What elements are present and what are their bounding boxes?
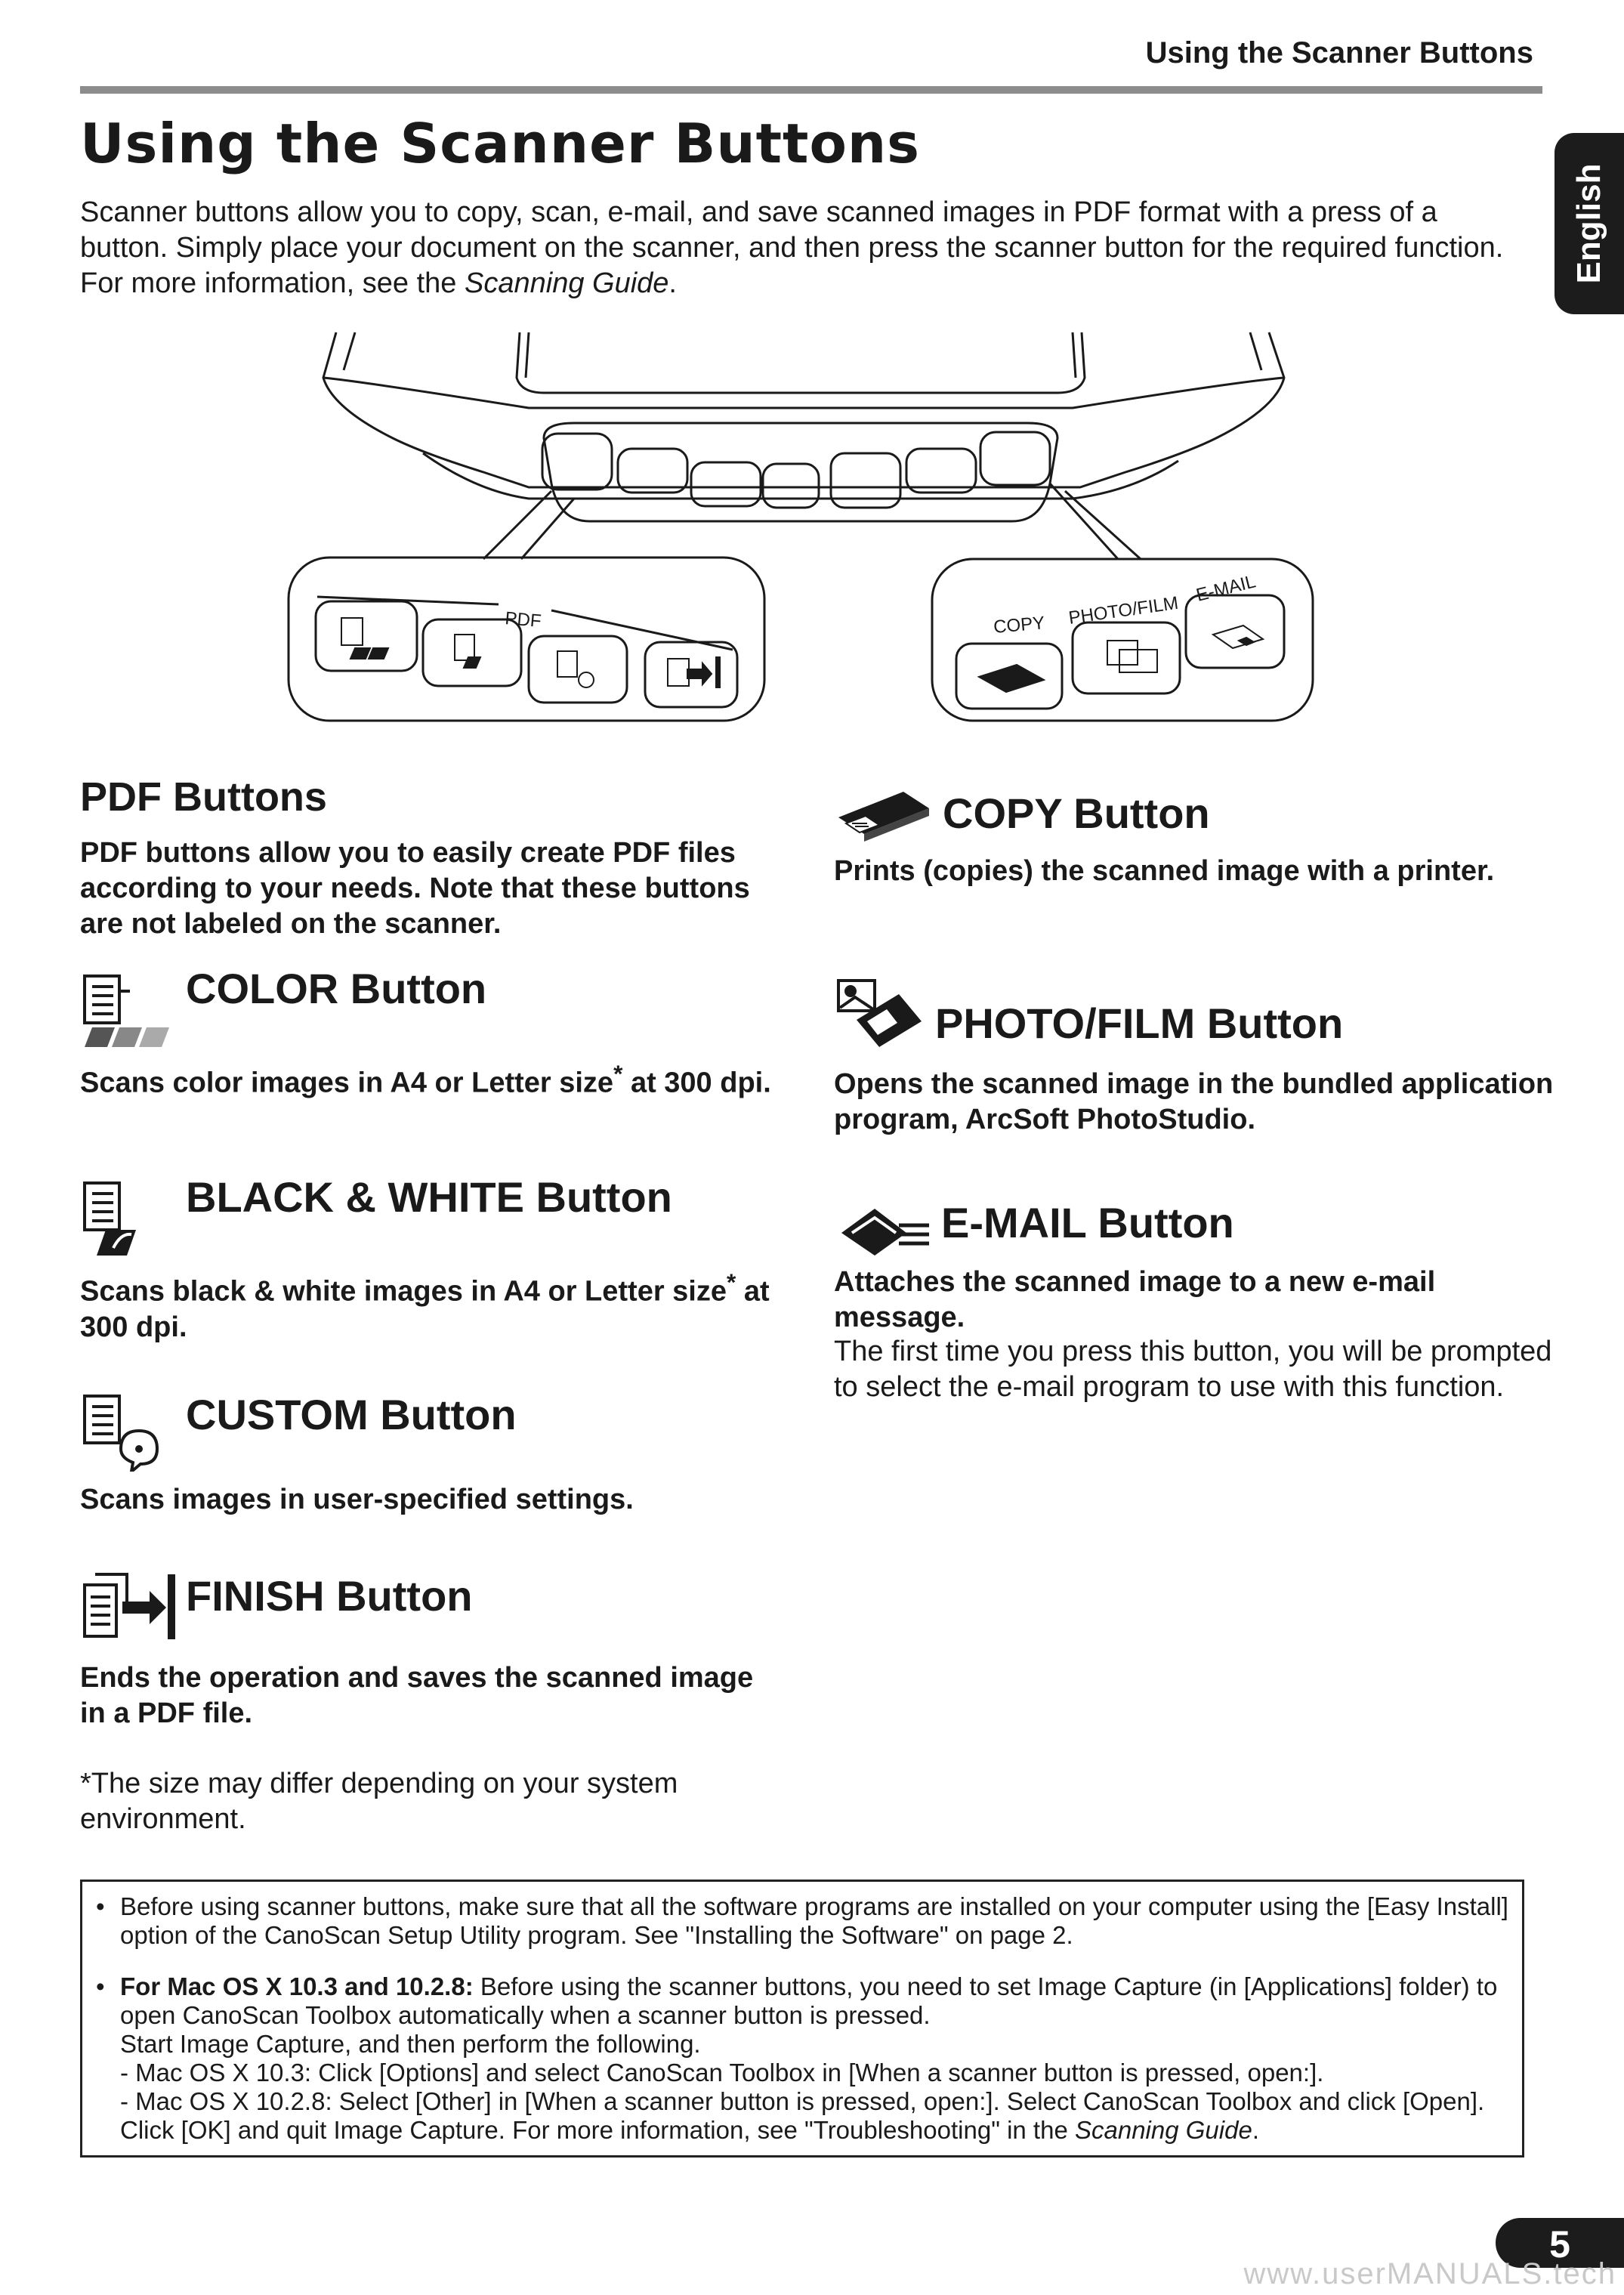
photo-film-button-description: Opens the scanned image in the bundled application program, ArcSoft PhotoStudio. [834,1068,1554,1135]
bw-pdf-icon [79,1175,154,1259]
finish-button-description: Ends the operation and saves the scanned image in a PDF file. [80,1662,754,1729]
custom-button-description: Scans images in user-specified settings. [80,1484,634,1515]
email-button-note: The first time you press this button, you will be prompted to select the e-mail program to use with this function. [834,1336,1552,1403]
running-header: Using the Scanner Buttons [1145,36,1533,69]
footnote: *The size may differ depending on your system environment. [80,1768,678,1835]
email-button-description: Attaches the scanned image to a new e-mail message. [834,1266,1436,1333]
scanner-diagram [0,0,1624,755]
finish-pdf-icon [79,1568,177,1641]
email-icon [834,1203,932,1260]
custom-button-title: CUSTOM Button [186,1391,517,1438]
notes-box [80,1880,1524,2158]
note-item: • Before using scanner buttons, make sure that all the software programs are installed on your computer using the [Easy Install] option of the CanoScan Setup Utility program. See "Installing the Software" on page 2. [96,1892,1508,1949]
finish-button-title: FINISH Button [186,1572,473,1620]
guide-reference: Scanning Guide [465,267,669,299]
color-button-description: Scans color images in A4 or Letter size* at 300 dpi. [80,1060,771,1099]
pdf-callout-label: PDF [504,608,542,632]
intro-paragraph: Scanner buttons allow you to copy, scan, e-mail, and save scanned images in PDF format with a press of a button. Simply place your document on the scanner, and then press the scanner button for the required function. For more information, see the Scanning Guide. [80,196,1504,299]
custom-pdf-icon [79,1388,162,1472]
email-button-title: E-MAIL Button [941,1199,1234,1246]
email-callout-label: E-MAIL [1193,571,1258,606]
copy-button-title: COPY Button [943,789,1210,837]
note-item: • For Mac OS X 10.3 and 10.2.8: Before using the scanner buttons, you need to set Image Capture (in [Applications] folder) to open CanoScan Toolbox automatically when a scanner button is pressed. Start Image Capture, and then perform the following. - Mac OS X 10.3: Click [Options] and select CanoScan Toolbox in [When a scanner button is pressed, open:]. - Mac OS X 10.2.8: Select [Other] in [When a scanner button is pressed, open:]. Select CanoScan Toolbox and click [Open]. Click [OK] and quit Image Capture. For more information, see "Troubleshooting" in the Scanning Guide. [96,1972,1498,2144]
pdf-section-description: PDF buttons allow you to easily create PDF files according to your needs. Note that these buttons are not labeled on the scanner. [80,837,750,940]
bw-button-description: Scans black & white images in A4 or Letter size* at 300 dpi. [80,1268,770,1343]
language-tab-label: English [1570,163,1607,284]
copy-icon [834,786,932,846]
watermark: www.userMANUALS.tech [1243,2257,1616,2290]
color-button-title: COLOR Button [186,965,487,1012]
page-title: Using the Scanner Buttons [80,112,921,175]
copy-callout-label: COPY [993,613,1046,638]
pdf-section-heading: PDF Buttons [80,774,327,820]
color-pdf-icon [79,968,172,1052]
photo-callout-label: PHOTO/FILM [1067,592,1180,629]
copy-button-description: Prints (copies) the scanned image with a printer. [834,855,1495,887]
photo-film-icon [834,976,925,1049]
bw-button-title: BLACK & WHITE Button [186,1173,672,1221]
page-number: 5 [1496,2218,1624,2268]
photo-film-button-title: PHOTO/FILM Button [935,999,1344,1047]
